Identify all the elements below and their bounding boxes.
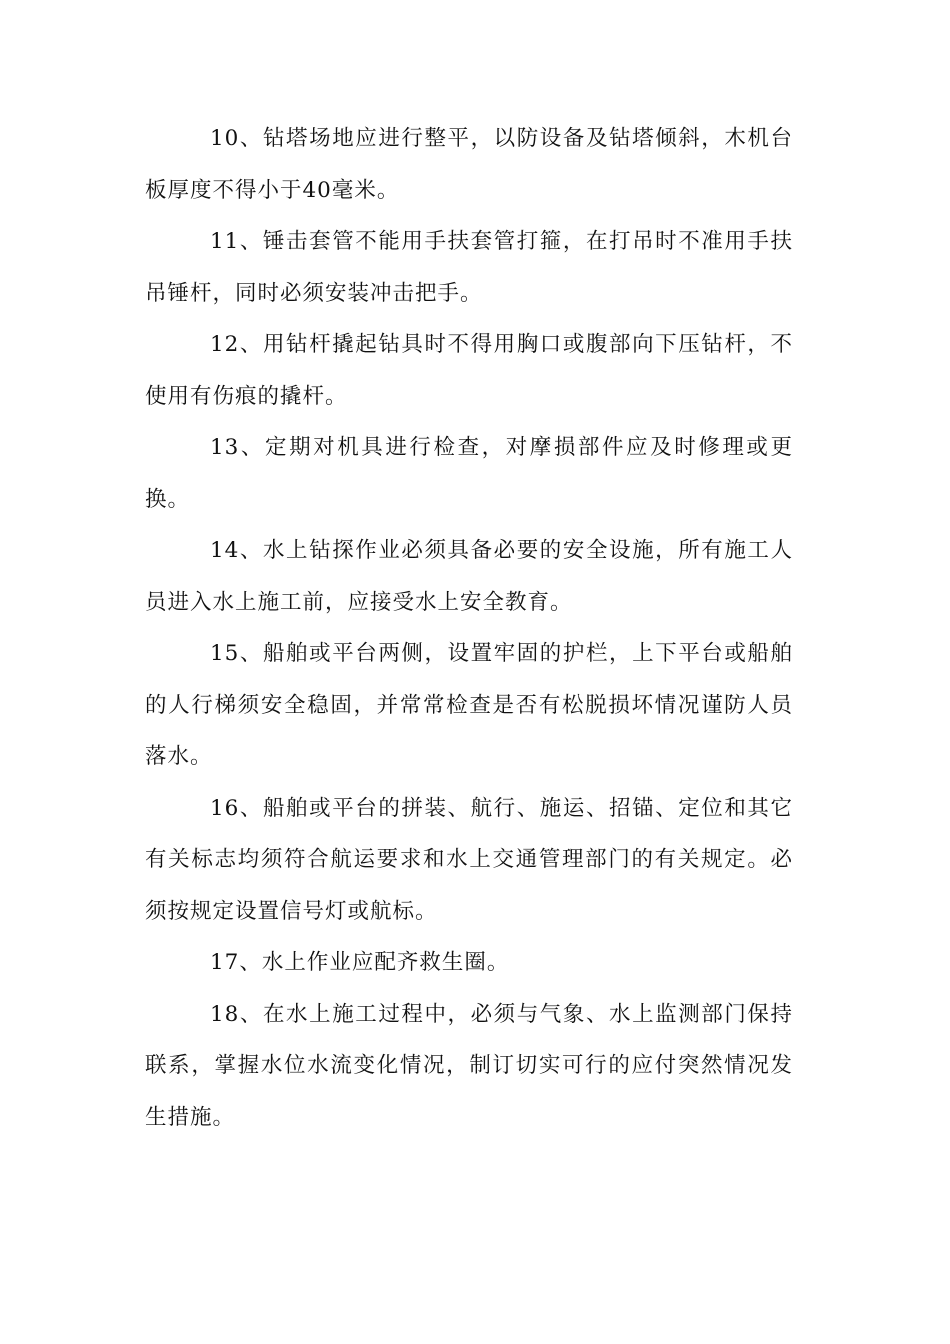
paragraph-13: 13、定期对机具进行检查，对摩损部件应及时修理或更换。: [145, 435, 793, 512]
paragraph-15: 15、船舶或平台两侧，设置牢固的护栏，上下平台或船舶的人行梯须安全稳固，并常常检查是否有松脱损坏情况谨防人员落水。: [145, 641, 793, 769]
paragraph-17: 17、水上作业应配齐救生圈。: [210, 950, 510, 975]
paragraph-16: 16、船舶或平台的拼装、航行、施运、招锚、定位和其它有关标志均须符合航运要求和水上交通管理部门的有关规定。必须按规定设置信号灯或航标。: [145, 795, 793, 924]
paragraph-14: 14、水上钻探作业必须具备必要的安全设施，所有施工人员进入水上施工前，应接受水上安全教育。: [145, 538, 793, 615]
paragraph-11: 11、锤击套管不能用手扶套管打箍，在打吊时不准用手扶吊锤杆，同时必须安装冲击把手。: [145, 229, 793, 306]
document-body: [145, 113, 793, 1143]
paragraph-10: 10、钻塔场地应进行整平，以防设备及钻塔倾斜，木机台板厚度不得小于40毫米。: [145, 126, 793, 203]
paragraph-18: 18、在水上施工过程中，必须与气象、水上监测部门保持联系，掌握水位水流变化情况，制订切实可行的应付突然情况发生措施。: [145, 1001, 793, 1130]
paragraph-12: 12、用钻杆撬起钻具时不得用胸口或腹部向下压钻杆，不使用有伤痕的撬杆。: [145, 332, 793, 409]
